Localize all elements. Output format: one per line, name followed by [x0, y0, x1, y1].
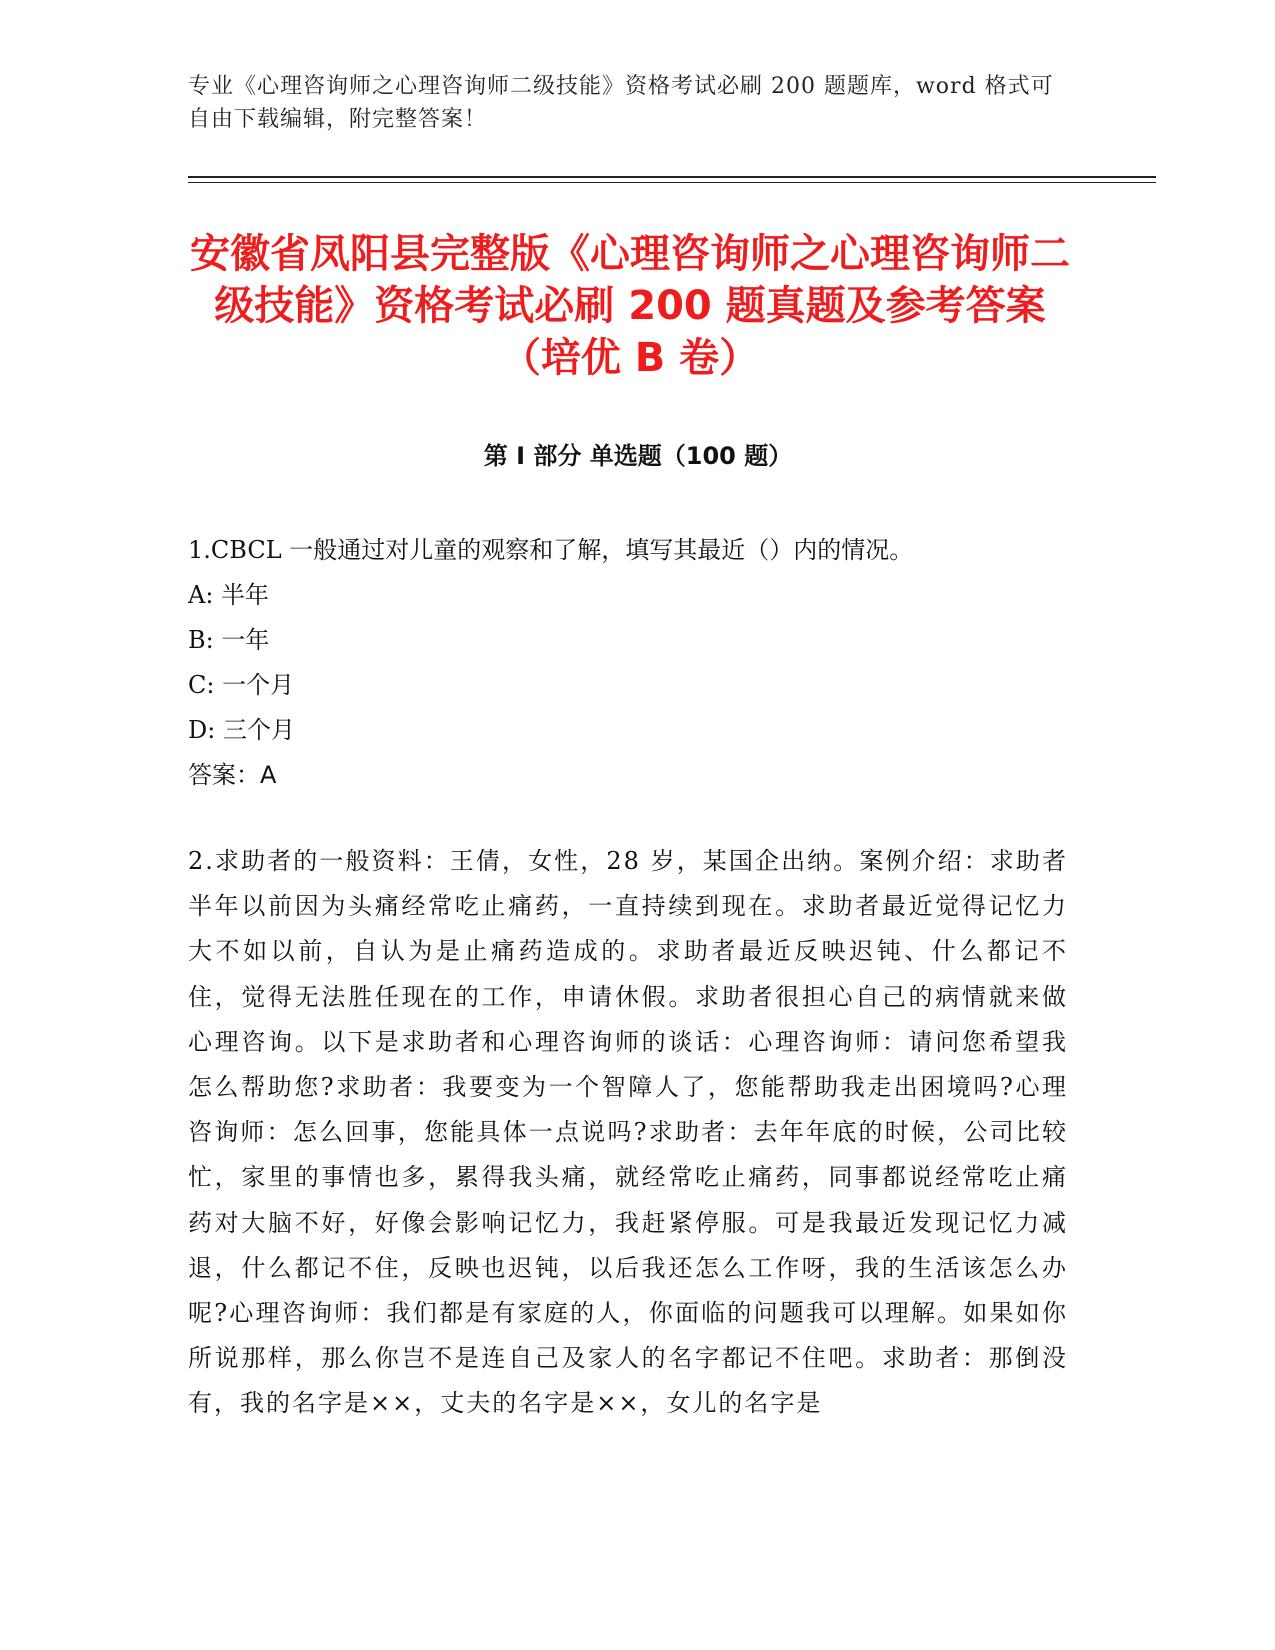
header-divider-thin — [188, 182, 1156, 183]
question-1-stem: 1.CBCL 一般通过对儿童的观察和了解，填写其最近（）内的情况。 — [188, 536, 914, 564]
question-1-option-c: C: 一个月 — [188, 671, 295, 699]
question-2-stem: 2.求助者的一般资料：王倩，女性，28 岁，某国企出纳。案例介绍：求助者半年以前因为头痛经常吃止痛药，一直持续到现在。求助者最近觉得记忆力大不如以前，自认为是止痛药造成的。求助者最近反映迟钝、什么都记不住，觉得无法胜任现在的工作，申请休假。求助者很担心自己的病情就来做心理咨询。以下是求助者和心理咨询师的谈话：心理咨询师：请问您希望我怎么帮助您?求助者：我要变为一个智障人了，您能帮助我走出困境吗?心理咨询师：怎么回事，您能具体一点说吗?求助者：去年年底的时候，公司比较忙，家里的事情也多，累得我头痛，就经常吃止痛药，同事都说经常吃止痛药对大脑不好，好像会影响记忆力，我赶紧停服。可是我最近发现记忆力减退，什么都记不住，反映也迟钝，以后我还怎么工作呀，我的生活该怎么办呢?心理咨询师：我们都是有家庭的人，你面临的问题我可以理解。如果如你所说那样，那么你岂不是连自己及家人的名字都记不住吧。求助者：那倒没有，我的名字是××，丈夫的名字是××，女儿的名字是 — [188, 847, 1068, 1418]
section-heading: 第 I 部分 单选题（100 题） — [483, 442, 793, 470]
header-divider-thick — [188, 176, 1156, 178]
question-1-option-d: D: 三个月 — [188, 716, 295, 744]
question-1-option-b: B: 一年 — [188, 626, 270, 654]
document-header-note: 专业《心理咨询师之心理咨询师二级技能》资格考试必刷 200 题题库，word 格式可自由下载编辑，附完整答案！ — [188, 74, 1054, 132]
question-1-answer: 答案：A — [188, 761, 277, 789]
question-1 — [188, 528, 1088, 798]
question-1-option-a: A: 半年 — [188, 581, 270, 609]
document-title: 安徽省凤阳县完整版《心理咨询师之心理咨询师二级技能》资格考试必刷 200 题真题及参考答案（培优 B 卷） — [190, 231, 1070, 381]
